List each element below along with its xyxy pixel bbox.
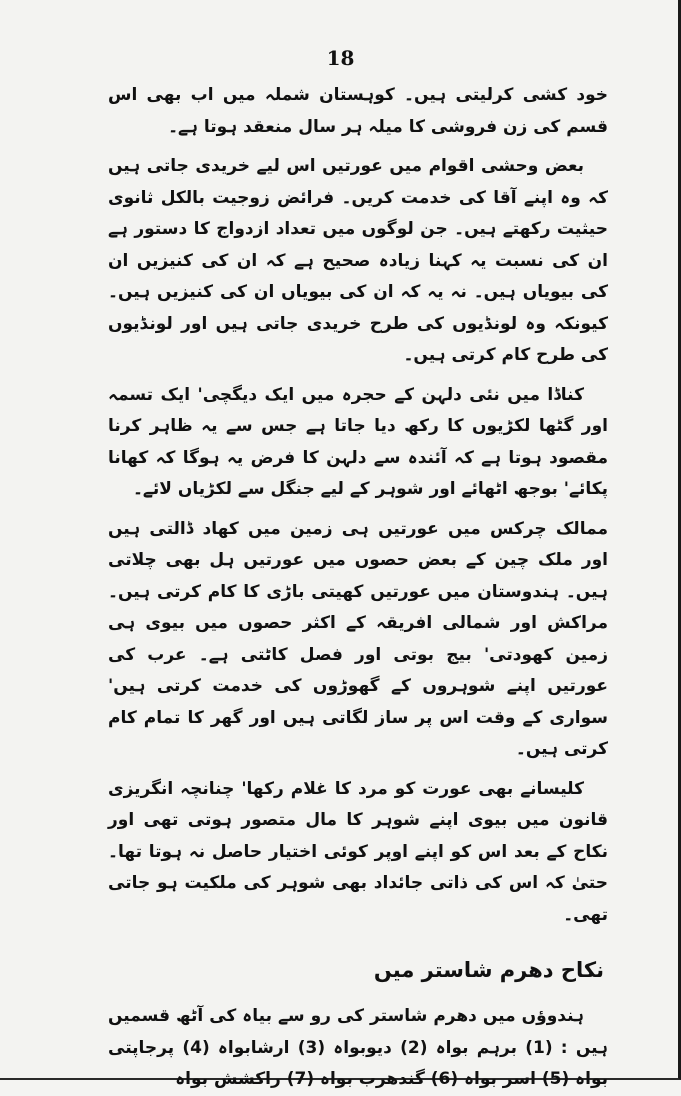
paragraph-6: ہندوؤں میں دھرم شاستر کی رو سے بیاہ کی آٹھ قسمیں ہیں : (1) برہم بواہ (2) دیوبواہ (3) ارشابواہ (4) پرجاپتی بواہ (5) اسر بواہ (6) گندھرب بواہ (7) راکشش بواہ — [108, 1006, 609, 1089]
paragraph-5: کلیسانے بھی عورت کو مرد کا غلام رکھا' چنانچہ انگریزی قانون میں بیوی اپنے شوہر کا مال متصور ہوتی تھی اور نکاح کے بعد اس کو اپنے اوپر کوئی اختیار حاصل نہ ہوتا تھا۔ حتیٰ کہ اس کی ذاتی جائداد بھی شوہر کی ملکیت ہو جاتی تھی۔ — [108, 778, 608, 925]
paragraph-3: کناڈا میں نئی دلہن کے حجرہ میں ایک دیگچی' ایک تسمہ اور گٹھا لکڑیوں کا رکھ دیا جاتا ہے جس سے یہ ظاہر کرنا مقصود ہوتا ہے کہ آئندہ سے دلہن کا فرض یہ ہوگا کہ کھانا پکائے' بوجھ اٹھائے اور شوہر کے لیے جنگل سے لکڑیاں لائے۔ — [108, 384, 608, 499]
paragraph-1: خود کشی کرلیتی ہیں۔ کوہستان شملہ میں اب بھی اس قسم کی زن فروشی کا میلہ ہر سال منعقد ہوتا ہے۔ — [108, 85, 608, 137]
page-number: 18 — [326, 46, 355, 70]
paragraph-2: بعض وحشی اقوام میں عورتیں اس لیے خریدی جاتی ہیں کہ وہ اپنے آقا کی خدمت کریں۔ فرائض زوجیت بالکل ثانوی حیثیت رکھتے ہیں۔ جن لوگوں میں تعداد ازدواج کا دستور ہے ان کی نسبت یہ کہنا زیادہ صحیح ہے کہ ان کی کنیزیں ان کی بیویاں ہیں۔ نہ یہ کہ ان کی بیویاں ان کی کنیزیں ہیں۔ کیونکہ وہ لونڈیوں کی طرح خریدی جاتی ہیں اور لونڈیوں کی طرح کام کرتی ہیں۔ — [108, 156, 608, 365]
paragraph-4: ممالک چرکس میں عورتیں ہی زمین میں کھاد ڈالتی ہیں اور ملک چین کے بعض حصوں میں عورتیں ہل بھی چلاتی ہیں۔ ہندوستان میں عورتیں کھیتی باڑی کا کام کرتی ہیں۔ مراکش اور شمالی افریقہ کے اکثر حصوں میں بیوی ہی زمین کھودتی' بیج بوتی اور فصل کاٹتی ہے۔ عرب کی عورتیں اپنے شوہروں کے گھوڑوں کی خدمت کرتی ہیں' سواری کے وقت اس پر ساز لگاتی ہیں اور گھر کا تمام کام کرتی ہیں۔ — [108, 518, 608, 759]
section-heading: نکاح دھرم شاستر میں — [373, 958, 604, 982]
page-body — [108, 80, 608, 1096]
